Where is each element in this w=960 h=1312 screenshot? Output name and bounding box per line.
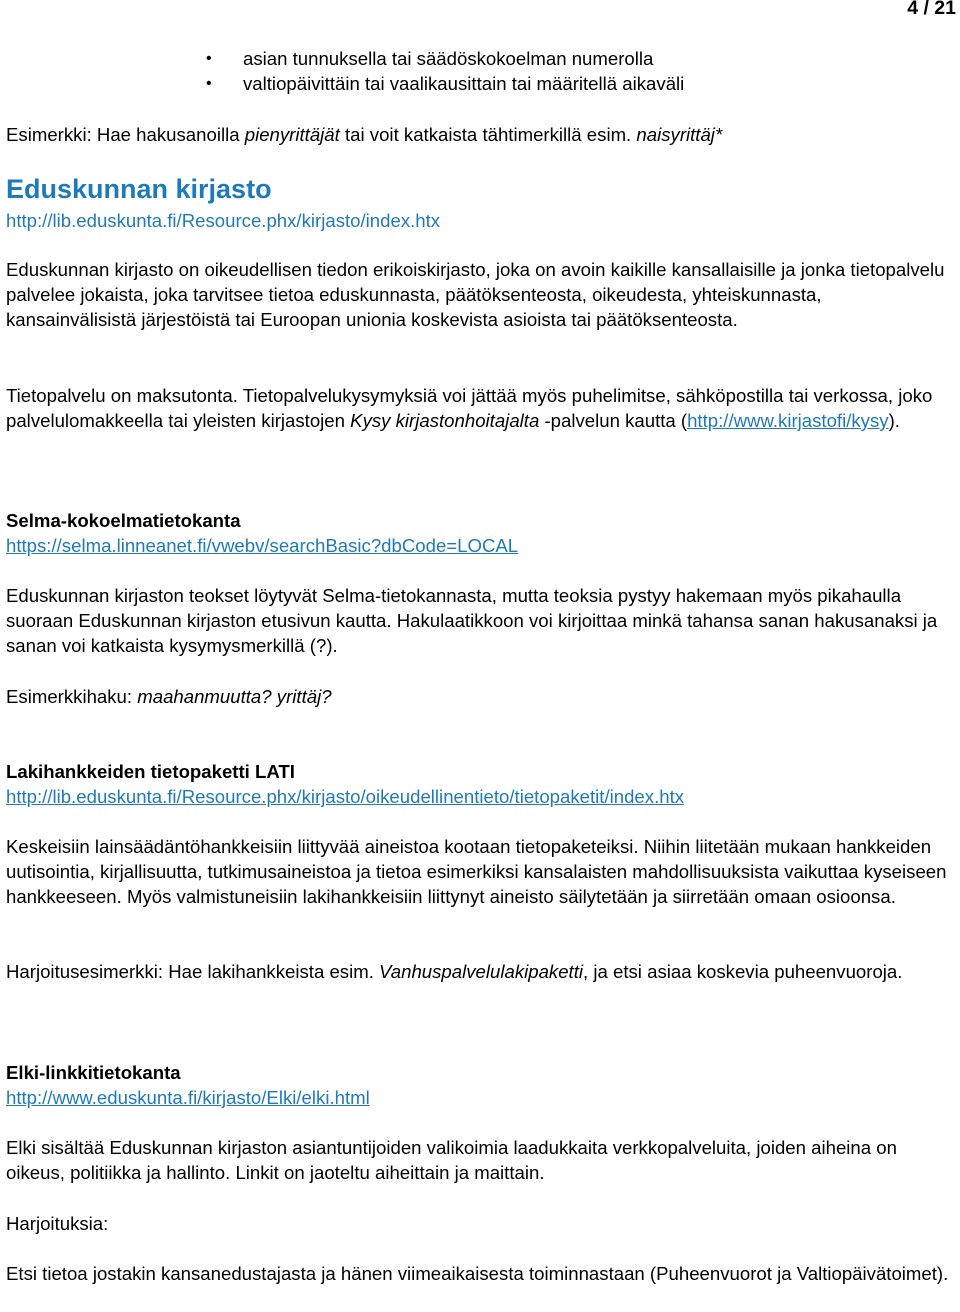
section-title-library: Eduskunnan kirjasto xyxy=(6,174,272,204)
selma-paragraph: Eduskunnan kirjaston teokset löytyvät Selma-tietokannasta, mutta teoksia pystyy hakemaan myös pikahaulla suoraan Eduskunnan kirjaston etusivun kautta. Hakulaatikkoon voi kirjoittaa minkä tahansa sanan hakusanaksi ja sanan voi katkaista kysymysmerkillä (?). xyxy=(6,585,938,656)
section-title-elki: Elki-linkkitietokanta xyxy=(6,1062,181,1083)
list-item: • asian tunnuksella tai säädöskokoelman numerolla xyxy=(206,46,684,71)
lati-link[interactable]: http://lib.eduskunta.fi/Resource.phx/kirjasto/oikeudellinentieto/tietopaketit/index.htx xyxy=(6,786,685,807)
lati-exercise: Harjoitusesimerkki: Hae lakihankkeista esim. Vanhuspalvelulakipaketti, ja etsi asiaa koskevia puheenvuoroja. xyxy=(6,961,903,982)
selma-example: Esimerkkihaku: maahanmuutta? yrittäj? xyxy=(6,686,332,707)
elki-link[interactable]: http://www.eduskunta.fi/kirjasto/Elki/elki.html xyxy=(6,1087,370,1108)
bullet-list xyxy=(206,46,684,96)
elki-exercises-label: Harjoituksia: xyxy=(6,1213,109,1234)
section-title-selma: Selma-kokoelmatietokanta xyxy=(6,510,241,531)
selma-link[interactable]: https://selma.linneanet.fi/vwebv/searchBasic?dbCode=LOCAL xyxy=(6,535,519,556)
example-search-text: Esimerkki: Hae hakusanoilla pienyrittäjät tai voit katkaista tähtimerkillä esim. naisyrittäj* xyxy=(6,124,723,145)
library-link[interactable]: http://lib.eduskunta.fi/Resource.phx/kirjasto/index.htx xyxy=(6,210,441,231)
elki-exercise: Etsi tietoa jostakin kansanedustajasta ja hänen viimeaikaisesta toiminnastaan (Puheenvuorot ja Valtiopäivätoimet). xyxy=(6,1263,949,1284)
list-item: • valtiopäivittäin tai vaalikausittain tai määritellä aikaväli xyxy=(206,71,684,96)
lati-paragraph: Keskeisiin lainsäädäntöhankkeisiin liittyvää aineistoa kootaan tietopaketeiksi. Niihin liitetään mukaan hankkeiden uutisointia, kirjallisuutta, tutkimusaineistoa ja tietoa esimerkiksi kansalaisten mahdollisuuksista vaikuttaa kyseiseen hankkeeseen. Myös valmistuneisiin lakihankkeisiin liittynyt aineisto säilytetään ja siirretään omaan osioonsa. xyxy=(6,836,947,907)
example-term: naisyrittäj* xyxy=(636,124,723,145)
kysy-link[interactable]: http://www.kirjastofi/kysy xyxy=(687,410,889,431)
section-title-lati: Lakihankkeiden tietopaketti LATI xyxy=(6,761,295,782)
elki-paragraph: Elki sisältää Eduskunnan kirjaston asiantuntijoiden valikoimia laadukkaita verkkopalveluita, joiden aiheina on oikeus, politiikka ja hallinto. Linkit on jaoteltu aiheittain ja maittain. xyxy=(6,1137,897,1183)
library-service-paragraph: Tietopalvelu on maksutonta. Tietopalvelukysymyksiä voi jättää myös puhelimitse, sähköpostilla tai verkossa, joko palvelulomakkeella tai yleisten kirjastojen Kysy kirjastonhoitajalta -palvelun kautta (http://www.kirjastofi/kysy). xyxy=(6,385,933,431)
example-term: pienyrittäjät xyxy=(244,124,340,145)
library-paragraph: Eduskunnan kirjasto on oikeudellisen tiedon erikoiskirjasto, joka on avoin kaikille kansallaisille ja jonka tietopalvelu palvelee jokaista, joka tarvitsee tietoa eduskunnasta, päätöksenteosta, oikeudesta, yhteiskunnasta, kansainvälisistä järjestöistä tai Euroopan unionia koskevista asioista tai päätöksenteosta. xyxy=(6,259,945,330)
page-number: 4 / 21 xyxy=(907,0,956,19)
